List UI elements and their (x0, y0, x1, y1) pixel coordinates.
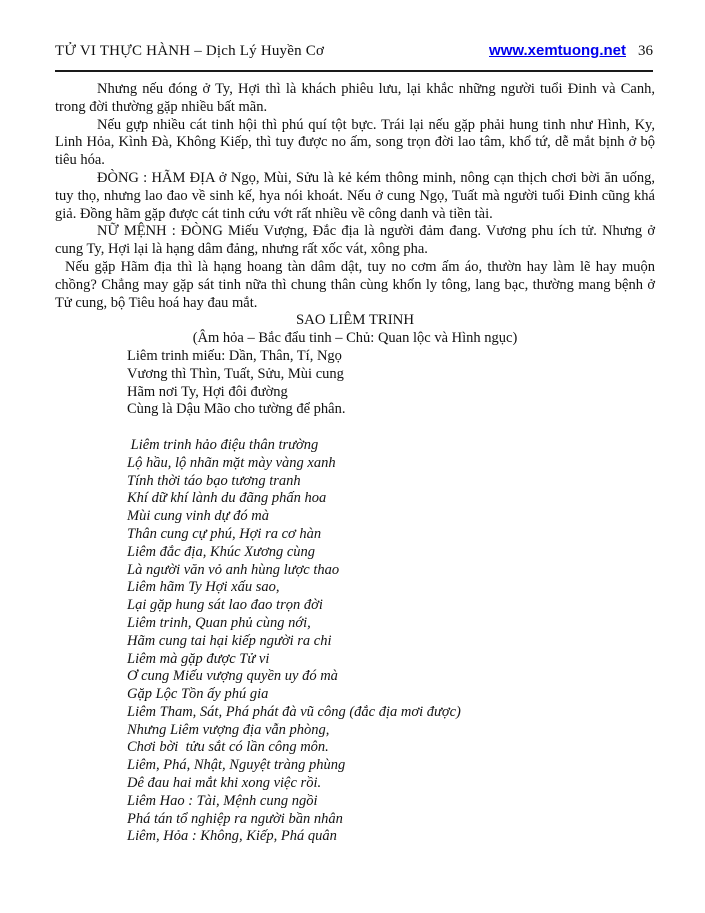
poem-line: Liêm, Phá, Nhật, Nguyệt tràng phùng (127, 757, 346, 774)
paragraph: Nếu gặp Hãm địa thì là hạng hoang tàn dâm dật, tuy no cơm ấm áo, thườn hay làm lẽ hay muộn chồng? Chẳng may gặp sát tinh nữa thì chung thân cùng khốn ly tông, lang bạc, thường mang bệnh ở Tử cung, bộ Tiêu hoá hay đau mắt. (55, 258, 655, 311)
poem-line: Liêm đắc địa, Khúc Xương cùng (127, 543, 316, 560)
paragraph: NỮ MỆNH : ĐÒNG Miếu Vượng, Đắc địa là người đảm đang. Vương phu ích tử. Nhưng ở cung Ty, Hợi lại là hạng dâm đảng, nhưng rất xốc vát, xông pha. (55, 223, 655, 258)
poem-main (127, 437, 655, 846)
document-body (55, 81, 655, 846)
poem-line: Dê đau hai mắt khi xong việc rồi. (127, 775, 322, 792)
poem-line: Là người văn vỏ anh hùng lược thao (127, 561, 340, 578)
poem-line: Liêm mà gặp được Tử vi (127, 650, 270, 667)
section-subtitle: (Âm hỏa – Bắc đẩu tinh – Chủ: Quan lộc và Hình ngục) (192, 330, 518, 347)
poem-line: Liêm trinh hảo điệu thân trường (127, 436, 319, 453)
poem-line: Gặp Lộc Tồn ấy phú gia (127, 686, 269, 703)
poem-line: Hãm nơi Ty, Hợi đôi đường (127, 383, 288, 400)
poem-line: Liêm, Hỏa : Không, Kiếp, Phá quân (127, 828, 337, 845)
site-link[interactable]: www.xemtuong.net (489, 42, 626, 59)
poem-line: Liêm trinh, Quan phủ cùng nới, (127, 614, 311, 631)
book-title: TỬ VI THỰC HÀNH – Dịch Lý Huyền Cơ (55, 43, 325, 59)
poem-line: Liêm hãm Ty Hợi xấu sao, (127, 579, 280, 596)
header-right (489, 42, 653, 60)
poem-line: Liêm Tham, Sát, Phá phát đà vũ công (đắc địa mơi được) (127, 703, 461, 720)
poem-line: Lại gặp hung sát lao đao trọn đời (127, 597, 323, 614)
poem-line: Cùng là Dậu Mão cho tường để phân. (127, 401, 346, 418)
section-title: SAO LIÊM TRINH (295, 312, 415, 329)
poem-line: Hãm cung tai hại kiếp người ra chi (127, 632, 332, 649)
paragraph: ĐÒNG : HÃM ĐỊA ở Ngọ, Mùi, Sửu là kẻ kém thông minh, nông cạn thịch chơi bời ăn uống, tuy thọ, nhưng lao đao về sinh kế, hya nói khoát. Nếu ở cung Ngọ, Tuất mà người tuổi Đinh cũng khá giả. Đồng hãm gặp được cát tinh cứu vớt rất nhiều về công danh và tiền tài. (55, 169, 655, 222)
poem-line: Lộ hầu, lộ nhãn mặt mày vàng xanh (127, 454, 336, 471)
poem-line: Phá tán tổ nghiệp ra người bần nhân (127, 810, 343, 827)
page-number: 36 (638, 43, 653, 59)
poem-line: Tính thời táo bạo tương tranh (127, 472, 301, 489)
poem-line: Liêm Hao : Tài, Mệnh cung ngồi (127, 792, 318, 809)
paragraph: Nếu gựp nhiều cát tinh hội thì phú quí tột bực. Trái lại nếu gặp phải hung tinh như Hình, Ky, Linh Hỏa, Kình Đà, Không Kiếp, thì tuy được no ấm, song trọn đời lao tâm, khổ tứ, dễ mắt bịnh ở bộ tiêu hóa. (55, 116, 655, 169)
poem-intro (127, 348, 655, 419)
poem-line: Thân cung cự phú, Hợi ra cơ hàn (127, 525, 322, 542)
paragraph: Nhưng nếu đóng ở Ty, Hợi thì là khách phiêu lưu, lại khắc những người tuổi Đinh và Canh, trong đời thường gặp nhiều bất mãn. (55, 81, 655, 115)
page-header (55, 42, 653, 72)
poem-line: Khí dữ khí lành du đãng phấn hoa (127, 490, 327, 507)
poem-line: Liêm trinh miếu: Dần, Thân, Tí, Ngọ (127, 347, 342, 364)
poem-line: Vương thì Thìn, Tuất, Sửu, Mùi cung (127, 365, 344, 382)
poem-line: Nhưng Liêm vượng địa vẫn phòng, (127, 721, 330, 738)
poem-line: Mùi cung vinh dự đó mà (127, 508, 270, 525)
poem-line: Ơ cung Miếu vượng quyền uy đó mà (127, 668, 338, 685)
poem-line: Chơi bời tửu sắt có lần công môn. (127, 739, 329, 756)
